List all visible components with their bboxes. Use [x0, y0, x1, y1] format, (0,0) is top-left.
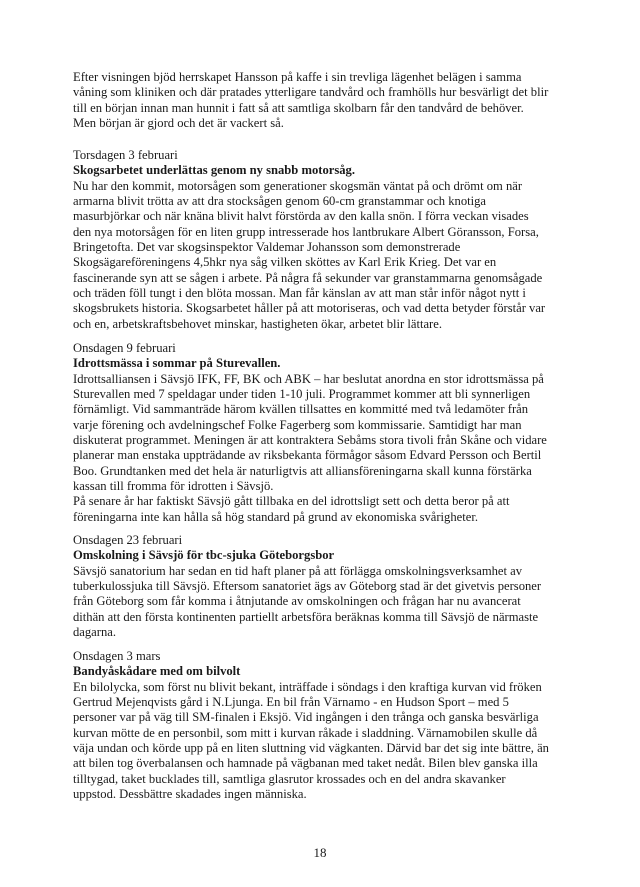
text-line: från Göteborg som får komma i åtnjutande av omskolningen och frågan har nu avancerat	[73, 594, 521, 609]
entry-headline: Idrottsmässa i sommar på Sturevallen.	[73, 356, 281, 371]
text-line: och träden föll tungt i den blöta mossan. Man får känslan av att man står inför något nytt i	[73, 286, 526, 301]
text-line: planerar man enstaka uppträdande av riksbekanta förmågor såsom Edvard Persson och Bertil	[73, 448, 542, 463]
text-line: kurvan mötte de en personbil, som mitt i kurvan råkade i sladdning. Värnamobilen skulle då	[73, 725, 538, 740]
text-line: Gertrud Mejenqvists gård i N.Ljunga. En bil från Värnamo - en Hudson Sport – med 5	[73, 695, 509, 710]
entry-date: Onsdagen 9 februari	[73, 341, 176, 355]
text-line: Men början är gjord och det är vackert så.	[73, 116, 284, 131]
text-line: väja undan och körde upp på en liten sluttning vid vägkanten. Därvid bar det sig inte bättre, än	[73, 741, 549, 756]
text-line: Sävsjö sanatorium har sedan en tid haft planer på att förlägga omskolningsverksamhet av	[73, 563, 523, 578]
news-entry	[73, 533, 573, 640]
text-line: Sturevallen med 7 speldagar under tiden 1-10 juli. Programmet kommer att bli synnerligen	[73, 387, 531, 402]
text-line: diskuterat programmet. Meningen är att kontraktera Sebåms stora tivoli från Skåne och vidare	[73, 433, 547, 448]
text-line: förnämligt. Vid sammanträde härom kvällen tillsattes en kommitté med två ledamöter från	[73, 402, 529, 417]
news-entry	[73, 341, 573, 525]
entry-headline: Skogsarbetet underlättas genom ny snabb motorsåg.	[73, 163, 355, 178]
entry-date: Onsdagen 23 februari	[73, 533, 183, 547]
text-line: föreningarna inte kan hålla så hög standard på grund av ekonomiska svårigheter.	[73, 509, 478, 524]
text-line: personer var på väg till SM-finalen i Eksjö. Vid ingången i den trånga och ganska besvärliga	[73, 710, 539, 725]
page-number: 18	[313, 845, 327, 860]
text-line: En bilolycka, som först nu blivit bekant, inträffade i söndags i den kraftiga kurvan vid fröken	[73, 679, 542, 694]
text-line: Skogsägareföreningens 4,5hkr nya såg vilken sköttes av Karl Erik Krieg. Det var en	[73, 255, 497, 270]
text-line: Boo. Grundtanken med det hela är naturligtvis att alliansföreningarna skall kunna förstärka	[73, 463, 532, 478]
text-line: kassan till fromma för idrotten i Sävsjö.	[73, 479, 274, 494]
intro-paragraph	[73, 70, 573, 131]
text-line: till en början innan man hunnit i fatt så att samtliga skolbarn får den tandvård de behöver.	[73, 100, 524, 115]
text-line: våning som kliniken och där pratades ytterligare tandvård och framhölls hur besvärligt det blir	[73, 85, 549, 100]
text-line: dithän att den första kontinenten partiellt arbetsföra beräknas komma till Sävsjö de närmaste	[73, 609, 539, 624]
news-entry	[73, 148, 573, 332]
entry-headline: Bandyåskådare med om bilvolt	[73, 664, 241, 679]
text-line: På senare år har faktiskt Sävsjö gått tillbaka en del idrottsligt sett och detta beror på att	[73, 494, 510, 509]
text-line: Efter visningen bjöd herrskapet Hansson på kaffe i sin trevliga lägenhet belägen i samma	[73, 70, 522, 84]
text-line: skogsbrukets historia. Skogsarbetet håller på att motoriseras, och vad detta betyder förstår var	[73, 301, 546, 316]
text-line: tilltygad, taket bucklades till, samtliga glasrutor krossades och en del andra skavanker	[73, 771, 506, 786]
text-line: varje förening och avdelningschef Folke Fagerberg som kommissarie. Samtidigt har man	[73, 417, 522, 432]
entry-headline: Omskolning i Sävsjö för tbc-sjuka Göteborgsbor	[73, 548, 335, 563]
text-line: armarna blivit trötta av att dra stocksågen genom 60-cm granstammar och knotiga	[73, 194, 487, 209]
text-line: och en, arbetskraftsbehovet minskar, hastigheten ökar, arbetet blir lättare.	[73, 316, 442, 331]
text-line: Nu har den kommit, motorsågen som generationer skogsmän väntat på och drömt om när	[73, 178, 523, 193]
entry-date: Onsdagen 3 mars	[73, 649, 161, 663]
text-line: fascinerande syn att se sågen i arbete. På några få sekunder var granstammarna genomsågade	[73, 270, 543, 285]
news-entry	[73, 649, 573, 802]
text-line: dagarna.	[73, 625, 117, 640]
text-line: masurbjörkar och när knäna blivit halvt förstörda av den kalla snön. I förra veckan visades	[73, 209, 529, 224]
text-line: uppstod. Dessbättre skadades ingen människa.	[73, 787, 307, 802]
text-line: tuberkulossjuka till Sävsjö. Eftersom sanatoriet ägs av Göteborg stad är det givetvis personer	[73, 579, 542, 594]
text-line: att bilen tog överbalansen och hamnade på vägbanan med taket nedåt. Bilen blev ganska illa	[73, 756, 538, 771]
text-line: Idrottsalliansen i Sävsjö IFK, FF, BK och ABK – har beslutat anordna en stor idrottsmässa på	[73, 371, 544, 386]
text-line: Bringetofta. Det var skogsinspektor Valdemar Johansson som demonstrerade	[73, 240, 461, 255]
entry-date: Torsdagen 3 februari	[73, 148, 178, 162]
text-line: den nya motorsågen för en liten grupp intresserade hos lantbrukare Albert Göransson, Forsa,	[73, 224, 539, 239]
